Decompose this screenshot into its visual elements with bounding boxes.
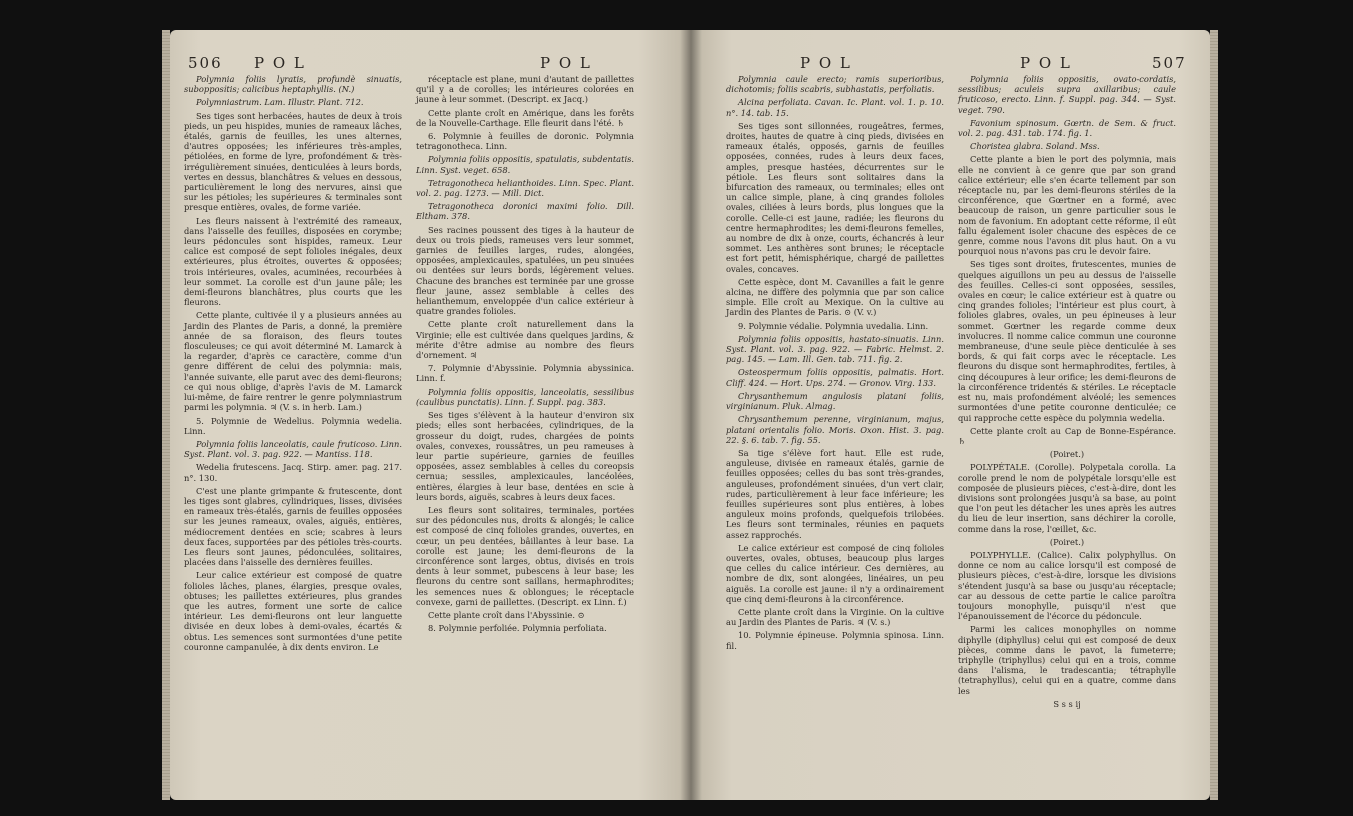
paragraph: Cette plante a bien le port des polymnia, mais elle ne convient à ce genre que par son grand calice extérieur; elle s'en écarte tellement par son réceptacle nu, par les demi-fleurons stériles de la circonférence, que Gœrtner en a formé, avec beaucoup de raison, un genre particulier sous le nom de favonium. En adoptant cette réforme, il eût fallu également isoler chacune des espèces de ce genre, comme nous l'avons dit plus haut. On a vu pourquoi nous n'avons pas cru le devoir faire. [958, 154, 1176, 257]
running-head: P O L [540, 54, 592, 72]
left-page [170, 30, 690, 800]
running-head: P O L [1020, 54, 1072, 72]
page-number: 507 [1152, 54, 1187, 72]
paragraph: Leur calice extérieur est composé de quatre folioles lâches, planes, élargies, presque ovales, obtuses; les paillettes extérieures, plus grandes que les autres, forment une sorte de calice intérieur. Les demi-fleurons ont leur languette divisée en deux lobes à demi-ovales, écartés & obtus. Les semences sont surmontées d'une petite couronne campanulée, à dix dents environ. Le [184, 570, 402, 652]
left-page-edges [162, 30, 170, 800]
paragraph: 9. Polymnie védalie. Polymnia uvedalia. Linn. [738, 320, 929, 331]
paragraph: Tetragonotheca helianthoides. Linn. Spec. Plant. vol. 2. pag. 1273. — Mill. Dict. [416, 177, 634, 199]
paragraph: Ses tiges s'élèvent à la hauteur d'environ six pieds; elles sont herbacées, cylindriques, de la grosseur du doigt, rudes, chargées de points ovales, convexes, roussâtres, un peu rameuses à leur partie supérieure, garnies de feuilles opposées, assez semblables à celles du coreopsis cernua; sessiles, amplexicaules, lancéolées, entières, élargies à leur base, dentées en scie à leurs bords, aiguës, scabres à leurs deux faces. [416, 410, 634, 502]
paragraph: POLYPÉTALE. (Corolle). Polypetala corolla. La corolle prend le nom de polypétale lorsqu'elle est composée de plusieurs pièces, c'est-à-dire, dont les divisions sont prolongées jusqu'à sa base, au point que l'on peut les détacher les unes après les autres du lieu de leur insertion, sans déchirer la corolle, comme dans la rose, l'œillet, &c. [958, 462, 1176, 534]
page-number: 506 [188, 54, 223, 72]
paragraph: C'est une plante grimpante & frutescente, dont les tiges sont glabres, cylindriques, lisses, divisées en rameaux très-étalés, garnis de feuilles opposées sur les jeunes rameaux, ovales, aiguës, entières, médiocrement dentées en scie; scabres à leurs deux faces, supportées par des pétioles très-courts. Les fleurs sont jaunes, pédonculées, solitaires, placées dans l'aisselle des dernières feuilles. [184, 485, 402, 568]
paragraph: Choristea glabra. Soland. Mss. [970, 141, 1100, 152]
text-column-1 [726, 74, 944, 654]
paragraph: 5. Polymnie de Wedelius. Polymnia wedelia. Linn. [184, 415, 402, 436]
paragraph: Cette plante croît en Amérique, dans les forêts de la Nouvelle-Carthage. Elle fleurit dans l'été. ♄ [416, 107, 634, 128]
text-column-2 [958, 74, 1176, 712]
right-page-edges [1210, 30, 1218, 800]
paragraph: Cette plante croît dans la Virginie. On la cultive au Jardin des Plantes de Paris. ♃ (V. s.) [726, 606, 944, 628]
paragraph: (Poiret.) [1049, 449, 1085, 460]
paragraph: Tetragonotheca doronici maximi folio. Dill. Eltham. 378. [416, 201, 634, 222]
running-head: P O L [254, 54, 306, 72]
paragraph: Cette espèce, dont M. Cavanilles a fait le genre alcina, ne diffère des polymnia que par son calice simple. Elle croît au Mexique. On la cultive au Jardin des Plantes de Paris. ⊙ (V. v.) [726, 276, 944, 318]
book-gutter [680, 30, 702, 800]
paragraph: Polymnia foliis oppositis, lanceolatis, sessilibus (caulibus punctatis). Linn. f. Suppl. pag. 383. [416, 386, 634, 407]
paragraph: (Poiret.) [1049, 536, 1085, 547]
paragraph: Alcina perfoliata. Cavan. Ic. Plant. vol. 1. p. 10. n°. 14. tab. 15. [726, 97, 944, 118]
paragraph: Wedelia frutescens. Jacq. Stirp. amer. pag. 217. n°. 130. [184, 462, 402, 483]
paragraph: Ses racines poussent des tiges à la hauteur de deux ou trois pieds, rameuses vers leur sommet, garnies de feuilles larges, rudes, alongées, opposées, amplexicaules, spatulées, un peu sinuées ou dentées sur leurs bords, légèrement velues. Chacune des branches est terminée par une grosse fleur jaune, assez semblable à celles des helianthemum, enveloppée d'un calice extérieur à quatre grandes folioles. [416, 224, 634, 317]
running-head: P O L [800, 54, 852, 72]
paragraph: Polymnia foliis lanceolatis, caule fruticoso. Linn. Syst. Plant. vol. 3. pag. 922. — Mantiss. 118. [184, 438, 402, 460]
paragraph: Cette plante croît au Cap de Bonne-Espérance. ♄ [958, 425, 1176, 446]
paragraph: 7. Polymnie d'Abyssinie. Polymnia abyssinica. Linn. f. [416, 363, 634, 384]
paragraph: Ses tiges sont sillonnées, rougeâtres, fermes, droites, hautes de quatre à cinq pieds, divisées en rameaux étalés, opposés, garnis de feuilles opposées, connées, rudes à leurs deux faces, amples, presque hastées, décurrentes sur le pétiole. Les fleurs sont solitaires dans la bifurcation des rameaux, ou terminales; elles ont un calice simple, plane, à cinq grandes folioles ovales, ciliées à leurs bords, plus longues que la corolle. Celle-ci est jaune, radiée; les fleurons du centre hermaphrodites; les demi-fleurons femelles, au nombre de dix à onze, courts, échancrés à leur sommet. Les anthères sont brunes; le réceptacle est fort petit, hémisphérique, chargé de paillettes ovales, concaves. [726, 120, 944, 274]
paragraph: Sa tige s'élève fort haut. Elle est rude, anguleuse, divisée en rameaux étalés, garnie de feuilles opposées; celles du bas sont très-grandes, anguleuses, profondément sinuées, d'un vert clair, rudes, particulièrement à leur face inférieure; les feuilles supérieures sont plus entières, à lobes anguleux moins profonds, quelquefois trilobées. Les fleurs sont terminales, réunies en paquets assez rapprochés. [726, 447, 944, 540]
paragraph: Polymnia foliis oppositis, hastato-sinuatis. Linn. Syst. Plant. vol. 3. pag. 922. — Fabric. Helmst. 2. pag. 145. — Lam. Ill. Gen. tab. 711. fig. 2. [726, 333, 944, 365]
paragraph: Ses tiges sont herbacées, hautes de deux à trois pieds, un peu hispides, munies de rameaux lâches, étalés, garnis de feuilles, les unes alternes, d'autres opposées; les inférieures très-amples, pétiolées, en forme de lyre, profondément & très-irrégulièrement sinuées, denticulées à leurs bords, vertes en dessus, blanchâtres & velues en dessous, particulièrement le long des nervures, ainsi que sur les pétioles; les supérieures & terminales sont presque entières, ovales, de forme variée. [184, 110, 402, 213]
paragraph: Cette plante, cultivée il y a plusieurs années au Jardin des Plantes de Paris, a donné, la première année de sa floraison, des fleurs toutes flosculeuses; ce qui avoit déterminé M. Lamarck à la regarder, d'après ce caractère, comme d'un genre différent de celui des polymnia: mais, l'année suivante, elle parut avec des demi-fleurons; ce qui nous oblige, d'après l'avis de M. Lamarck lui-même, de faire rentrer le genre polymniastrum parmi les polymnia. ♃ (V. s. in herb. Lam.) [184, 310, 402, 413]
paragraph: réceptacle est plane, muni d'autant de paillettes qu'il y a de corolles; les intérieures colorées en jaune à leur sommet. (Descript. ex Jacq.) [416, 74, 634, 105]
paragraph: Les fleurs sont solitaires, terminales, portées sur des pédoncules nus, droits & alongés; le calice est composé de cinq folioles grandes, ouvertes, en cœur, un peu dentées, bâillantes à leur base. La corolle est jaune; les demi-fleurons de la circonférence sont larges, obtus, divisés en trois dents à leur sommet, pubescens à leur base; les fleurons du centre sont saillans, hermaphrodites; les semences nues & oblongues; le réceptacle convexe, garni de paillettes. (Descript. ex Linn. f.) [416, 504, 634, 607]
paragraph: Osteospermum foliis oppositis, palmatis. Hort. Cliff. 424. — Hort. Ups. 274. — Gronov. Virg. 133. [726, 367, 944, 388]
right-page [690, 30, 1210, 800]
paragraph: POLYPHYLLE. (Calice). Calix polyphyllus. On donne ce nom au calice lorsqu'il est composé de plusieurs pièces, c'est-à-dire, lorsque les divisions s'étendent jusqu'à sa base ou jusqu'au réceptacle; car au dessous de cette partie le calice paroîtra toujours monophylle, puisqu'il n'est que l'épanouissement de l'écorce du pédoncule. [958, 549, 1176, 622]
paragraph: Polymnia foliis oppositis, ovato-cordatis, sessilibus; aculeis supra axillaribus; caule fruticoso, erecto. Linn. f. Suppl. pag. 344. — Syst. veget. 790. [958, 74, 1176, 115]
paragraph: Polymnia caule erecto; ramis superioribus, dichotomis; foliis scabris, subhastatis, perfoliatis. [726, 74, 944, 95]
paragraph: Le calice extérieur est composé de cinq folioles ouvertes, ovales, obtuses, beaucoup plus larges que celles du calice intérieur. Ces dernières, au nombre de dix, sont alongées, linéaires, un peu aiguës. La corolle est jaune: il n'y a ordinairement que cinq demi-fleurons à la circonférence. [726, 542, 944, 604]
paragraph: Favonium spinosum. Gœrtn. de Sem. & fruct. vol. 2. pag. 431. tab. 174. fig. 1. [958, 117, 1176, 139]
paragraph: Ses tiges sont droites, frutescentes, munies de quelques aiguillons un peu au dessus de l'aisselle des feuilles. Celles-ci sont opposées, sessiles, ovales en cœur; le calice extérieur est à quatre ou cinq grandes folioles; l'intérieur est plus court, à folioles glabres, ovales, un peu épineuses à leur sommet. Gœrtner les regarde comme deux involucres. Il nomme calice commun une couronne membraneuse, d'une seule pièce denticulée à ses bords, & qui fait corps avec le réceptacle. Les fleurons du disque sont hermaphrodites, fertiles, à cinq découpures à leur orifice; les demi-fleurons de la circonférence tridentés & stériles. Le réceptacle est nu, mais profondément alvéolé; les semences surmontées d'une petite couronne denticulée; ce qui rapproche cette espèce du polymnia wedelia. [958, 259, 1176, 423]
text-column-2 [416, 74, 634, 636]
paragraph: 8. Polymnie perfoliée. Polymnia perfoliata. [428, 623, 607, 634]
paragraph: Parmi les calices monophylles on nomme diphylle (diphyllus) celui qui est composé de deux pièces, comme dans le pavot, la fumeterre; triphylle (triphyllus) celui qui en a trois, comme dans l'alisma, le tradescantia; tétraphylle (tetraphyllus), celui qui en a quatre, comme dans les [958, 624, 1176, 696]
paragraph: Cette plante croît naturellement dans la Virginie; elle est cultivée dans quelques jardins, & mérite d'être admise au nombre des fleurs d'ornement. ♃ [416, 319, 634, 361]
paragraph: Les fleurs naissent à l'extrémité des rameaux, dans l'aisselle des feuilles, disposées en corymbe; leurs pédoncules sont hispides, rameux. Leur calice est composé de sept folioles inégales, deux extérieures, plus étroites, ouvertes & opposées; trois intérieures, ovales, acuminées, recourbées à leur sommet. La corolle est d'un jaune pâle; les demi-fleurons blanchâtres, plus courts que les fleurons. [184, 215, 402, 308]
paragraph: 6. Polymnie à feuilles de doronic. Polymnia tetragonotheca. Linn. [416, 131, 634, 152]
paragraph: Chrysanthemum perenne, virginianum, majus, platani orientalis folio. Moris. Oxon. Hist. 3. pag. 22. §. 6. tab. 7. fig. 55. [726, 414, 944, 445]
paragraph: Cette plante croît dans l'Abyssinie. ⊙ [428, 609, 585, 620]
paragraph: Polymniastrum. Lam. Illustr. Plant. 712. [196, 97, 364, 108]
paragraph: 10. Polymnie épineuse. Polymnia spinosa. Linn. fil. [726, 630, 944, 651]
paragraph: Polymnia foliis lyratis, profundè sinuatis, subopposi̇tis; calicibus heptaphyllis. (N.) [184, 74, 402, 95]
text-column-1 [184, 74, 402, 655]
paragraph: S s s ij [1053, 698, 1081, 709]
paragraph: Polymnia foliis oppositis, spatulatis, subdentatis. Linn. Syst. veget. 658. [416, 154, 634, 175]
paragraph: Chrysanthemum angulosis platani foliis, virginianum. Pluk. Almag. [726, 390, 944, 412]
